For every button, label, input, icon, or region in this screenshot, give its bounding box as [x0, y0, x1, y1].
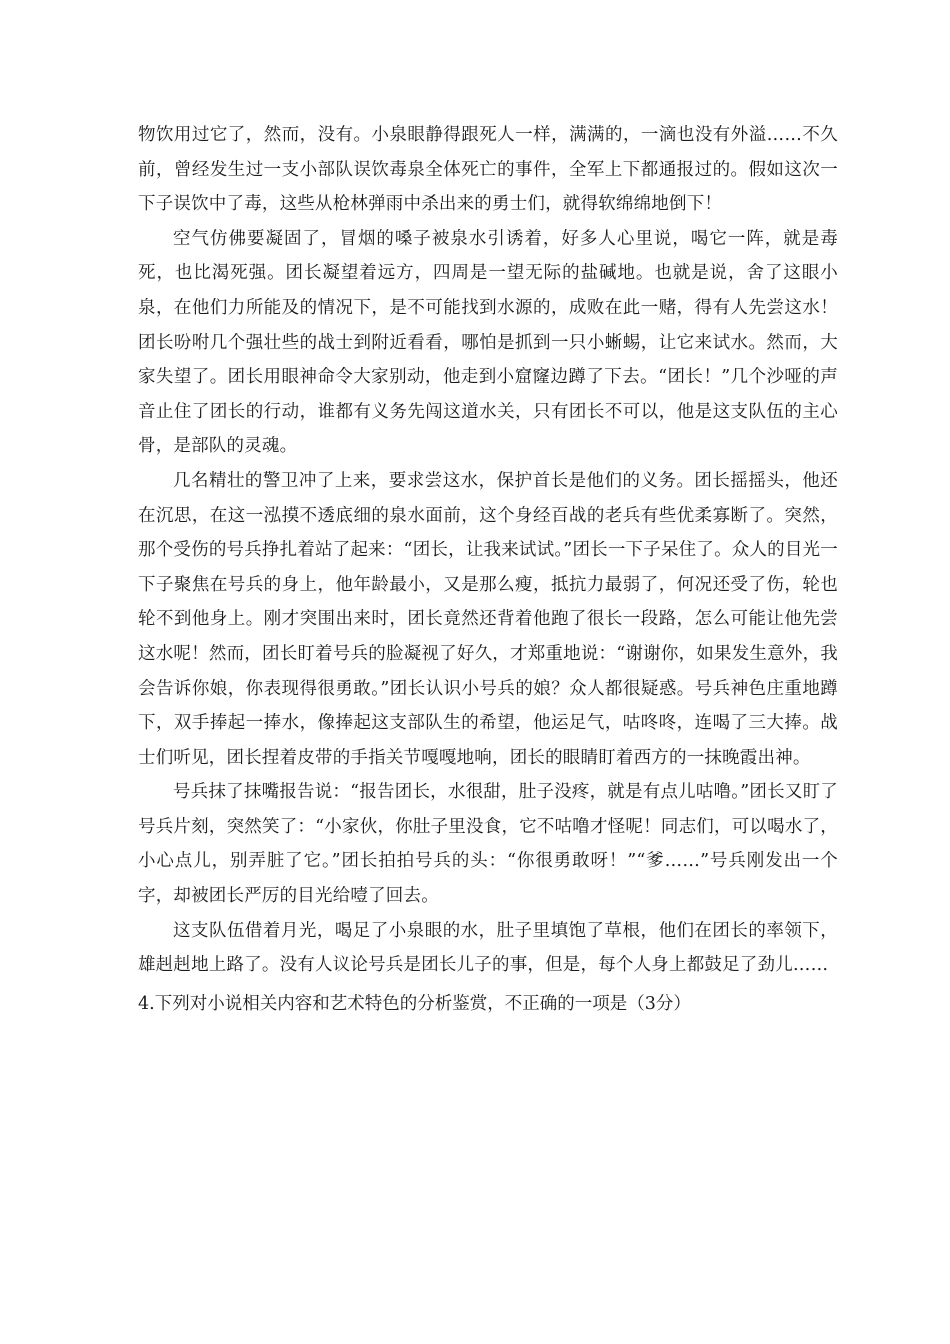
- paragraph-2: 空气仿佛要凝固了，冒烟的嗓子被泉水引诱着，好多人心里说，喝它一阵，就是毒死，也比渴死强。团长凝望着远方，四周是一望无际的盐碱地。也就是说，舍了这眼小泉，在他们力所能及的情况下，是不可能找到水源的，成败在此一赌，得有人先尝这水！团长吩咐几个强壮些的战士到附近看看，哪怕是抓到一只小蜥蜴，让它来试水。然而，大家失望了。团长用眼神命令大家别动，他走到小窟窿边蹲了下去。“团长！”几个沙哑的声音止住了团长的行动，谁都有义务先闯这道水关，只有团长不可以，他是这支队伍的主心骨，是部队的灵魂。: [138, 228, 838, 457]
- paragraph-1: 物饮用过它了，然而，没有。小泉眼静得跟死人一样，满满的，一滴也没有外溢……不久前，曾经发生过一支小部队误饮毒泉全体死亡的事件，全军上下都通报过的。假如这次一下子误饮中了毒，这些从枪林弹雨中杀出来的勇士们，就得软绵绵地倒下！: [138, 125, 838, 215]
- paragraph-4: 号兵抹了抹嘴报告说：“报告团长，水很甜，肚子没疼，就是有点儿咕噜。”团长又盯了号兵片刻，突然笑了：“小家伙，你肚子里没食，它不咕噜才怪呢！同志们，可以喝水了，小心点儿，别弄脏了它。”团长拍拍号兵的头：“你很勇敢呀！”“爹……”号兵刚发出一个字，却被团长严厉的目光给噎了回去。: [138, 782, 838, 907]
- paragraph-3: 几名精壮的警卫冲了上来，要求尝这水，保护首长是他们的义务。团长摇摇头，他还在沉思，在这一泓摸不透底细的泉水面前，这个身经百战的老兵有些优柔寡断了。突然，那个受伤的号兵挣扎着站了起来：“团长，让我来试试。”团长一下子呆住了。众人的目光一下子聚焦在号兵的身上，他年龄最小，又是那么瘦，抵抗力最弱了，何况还受了伤，轮也轮不到他身上。刚才突围出来时，团长竟然还背着他跑了很长一段路，怎么可能让他先尝这水呢！然而，团长盯着号兵的脸凝视了好久，才郑重地说：“谢谢你，如果发生意外，我会告诉你娘，你表现得很勇敢。”团长认识小号兵的娘？众人都很疑惑。号兵神色庄重地蹲下，双手捧起一捧水，像捧起这支部队生的希望，他运足气，咕咚咚，连喝了三大捧。战士们听见，团长捏着皮带的手指关节嘎嘎地响，团长的眼睛盯着西方的一抹晚霞出神。: [138, 470, 838, 768]
- paragraph-5: 这支队伍借着月光，喝足了小泉眼的水，肚子里填饱了草根，他们在团长的率领下，雄赳赳地上路了。没有人议论号兵是团长儿子的事，但是，每个人身上都鼓足了劲儿……: [138, 920, 838, 976]
- question-4: 4.下列对小说相关内容和艺术特色的分析鉴赏，不正确的一项是（3分）: [138, 993, 691, 1014]
- document-page: [138, 118, 838, 1021]
